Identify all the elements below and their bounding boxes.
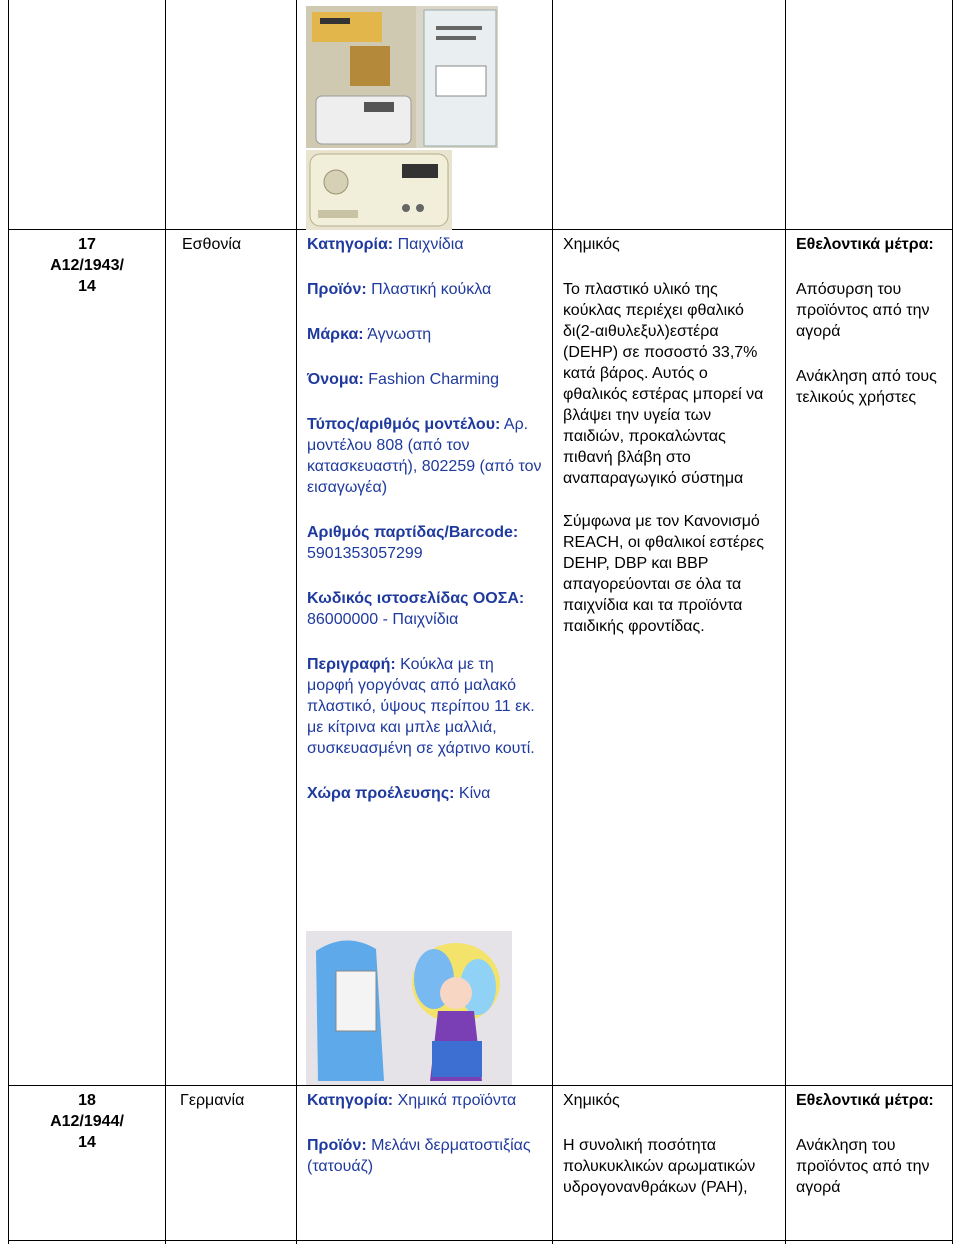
table-border-left: [8, 0, 9, 1244]
category-label: Κατηγορία:: [307, 236, 394, 253]
row-18-risk: [563, 1090, 773, 1222]
entry-number: 17: [78, 236, 96, 253]
product-label: Προϊόν:: [307, 1137, 367, 1154]
category-label: Κατηγορία:: [307, 1092, 394, 1109]
oecd-value: 86000000 - Παιχνίδια: [307, 611, 459, 628]
description-value: Κούκλα με τη μορφή γοργόνας από μαλακό πλαστικό, ύψους περίπου 11 εκ. με κίτρινα και μπλε μαλλιά, συσκευασμένη σε χάρτινο κουτί.: [307, 656, 535, 757]
category-value: Χημικά προϊόντα: [397, 1092, 517, 1109]
risk-description: Το πλαστικό υλικό της κούκλας περιέχει φθαλικό δι(2-αιθυλεξυλ)εστέρα (DEHP) σε ποσοστό 33,7% κατά βάρος. Αυτός ο φθαλικός εστέρας μπορεί να βλάψει την υγεία των παιδιών, προκαλώντας πιθανή βλάβη στο αναπαραγωγικό σύστημα: [563, 281, 764, 487]
row-18-product-details: [307, 1090, 543, 1201]
table-divider: [552, 0, 553, 1244]
row-17-number: [12, 234, 162, 297]
row-17-product-details: [307, 234, 543, 828]
entry-code: A12/1943/: [50, 257, 124, 274]
measure-withdrawal: Απόσυρση του προϊόντος από την αγορά: [796, 281, 930, 340]
product-photo-doll: [306, 931, 512, 1085]
row-18-country: [180, 1090, 290, 1111]
entry-number: 18: [78, 1092, 96, 1109]
row-17-risk: [563, 234, 773, 661]
category-value: Παιχνίδια: [397, 236, 464, 253]
product-photo-previous-top: [306, 6, 498, 148]
product-value: Πλαστική κούκλα: [371, 281, 492, 298]
product-value: Μελάνι δερματοστιξίας (τατουάζ): [307, 1137, 531, 1175]
batch-value: 5901353057299: [307, 545, 423, 562]
country: Εσθονία: [182, 236, 242, 253]
row-17-country: [182, 234, 292, 255]
model-value: Αρ. μοντέλου 808 (από τον κατασκευαστή), 802259 (από τον εισαγωγέα): [307, 416, 542, 496]
row-divider: [8, 229, 953, 230]
row-17-measures: [796, 234, 944, 432]
row-18-measures: [796, 1090, 944, 1222]
product-photo-previous-bottom: [306, 150, 452, 230]
row-18-number: [12, 1090, 162, 1153]
product-label: Προϊόν:: [307, 281, 367, 298]
table-border-right: [952, 0, 953, 1244]
brand-label: Μάρκα:: [307, 326, 364, 343]
model-label: Τύπος/αριθμός μοντέλου:: [307, 416, 501, 433]
measure-recall: Ανάκληση από τους τελικούς χρήστες: [796, 368, 937, 406]
row-divider: [8, 1240, 953, 1241]
oecd-label: Κωδικός ιστοσελίδας ΟΟΣΑ:: [307, 590, 525, 607]
measures-label: Εθελοντικά μέτρα:: [796, 236, 934, 253]
entry-code-suffix: 14: [78, 278, 96, 295]
risk-description: Η συνολική ποσότητα πολυκυκλικών αρωματικών υδρογονανθράκων (PAH),: [563, 1137, 756, 1196]
entry-code-suffix: 14: [78, 1134, 96, 1151]
origin-label: Χώρα προέλευσης:: [307, 785, 455, 802]
measures-label: Εθελοντικά μέτρα:: [796, 1092, 934, 1109]
table-divider: [785, 0, 786, 1244]
table-divider: [165, 0, 166, 1244]
entry-code: A12/1944/: [50, 1113, 124, 1130]
brand-value: Άγνωστη: [367, 326, 432, 343]
origin-value: Κίνα: [458, 785, 491, 802]
row-divider: [8, 1085, 953, 1086]
risk-type: Χημικός: [563, 1092, 620, 1109]
name-label: Όνομα:: [307, 371, 364, 388]
table-divider: [296, 0, 297, 1244]
name-value: Fashion Charming: [368, 371, 500, 388]
measure-recall: Ανάκληση του προϊόντος από την αγορά: [796, 1137, 930, 1196]
risk-type: Χημικός: [563, 236, 620, 253]
country: Γερμανία: [180, 1092, 245, 1109]
batch-label: Αριθμός παρτίδας/Barcode:: [307, 524, 519, 541]
risk-regulation: Σύμφωνα με τον Κανονισμό REACH, οι φθαλικοί εστέρες DEHP, DBP και BBP απαγορεύονται σε όλα τα παιχνίδια και τα προϊόντα παιδικής φροντίδας.: [563, 513, 764, 635]
description-label: Περιγραφή:: [307, 656, 396, 673]
